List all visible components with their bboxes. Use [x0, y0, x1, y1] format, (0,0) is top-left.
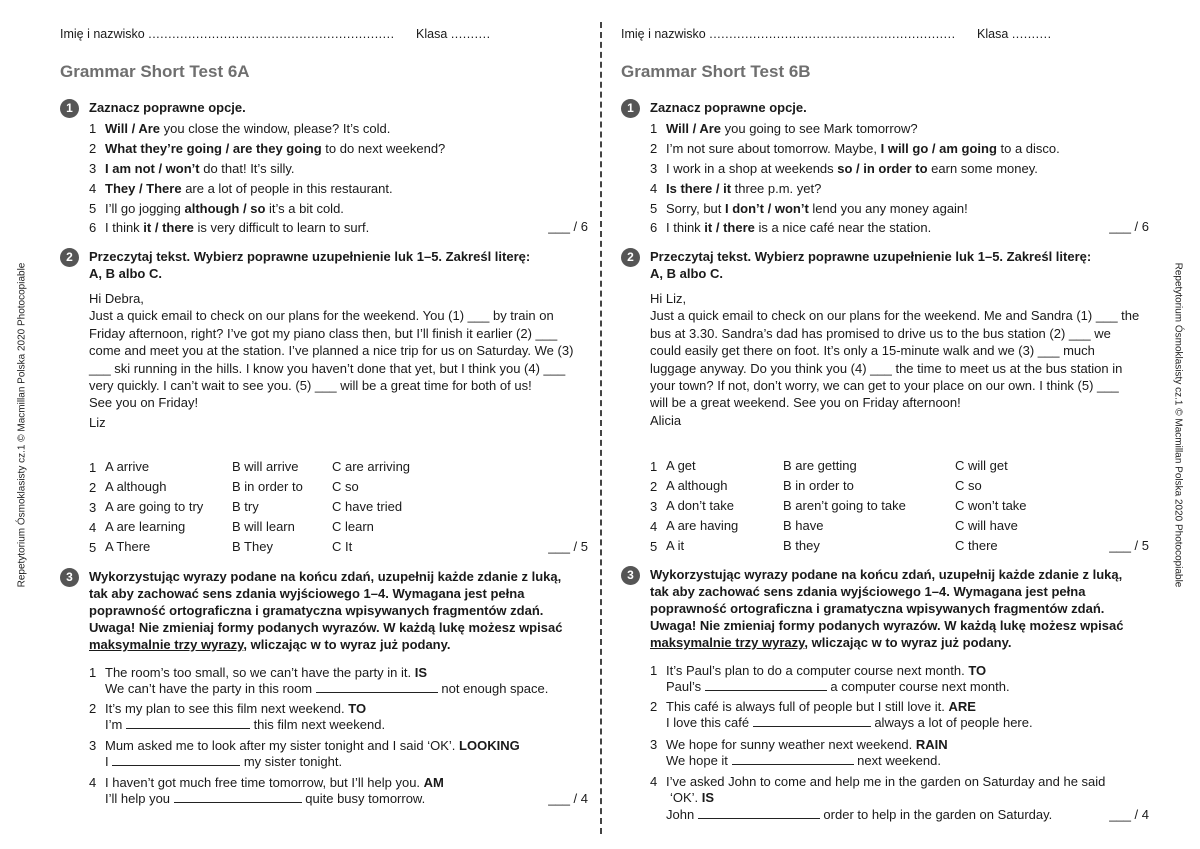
- ex1-item[interactable]: 3 I work in a shop at weekends so / in order to earn some money.: [650, 161, 1038, 176]
- exercise-number-3: 3: [621, 566, 640, 585]
- ex1-item[interactable]: 2 What they’re going / are they going to do next weekend?: [89, 141, 446, 156]
- transformation-item: 2 It’s my plan to see this film next weekend. TO: [89, 701, 367, 716]
- option-c[interactable]: C will get: [955, 458, 1008, 473]
- option-a[interactable]: A arrive: [105, 459, 150, 474]
- exercise-number-1: 1: [60, 99, 79, 118]
- copyright-side-left: Repetytorium Ósmoklasisty cz.1 © Macmillan Polska 2020 Photocopiable: [16, 262, 28, 588]
- options-row-num: 4: [650, 519, 658, 534]
- score-field[interactable]: ___ / 4: [548, 791, 588, 806]
- email-body: Just a quick email to check on our plans for the weekend. Me and Sandra (1) ___ the bus at 3.30. Sandra’s dad has promised to drive us to the bus station (2) ___ we could easily get there on foot. It’s only a 15-minute walk and we (3) ___ much luggage anyway. Do you think you (4) ___ the time to meet us at the bus station in your town? If not, don’t worry, we can get to your place on our own. I think (5) ___ will be a great weekend. See you on Friday afternoon!: [650, 308, 1140, 411]
- email-greeting: Hi Debra,: [89, 291, 144, 306]
- exercise-2-instruction: Przeczytaj tekst. Wybierz poprawne uzupełnienie luk 1–5. Zakreśl literę: A, B albo C.: [89, 249, 531, 281]
- score-field[interactable]: ___ / 5: [548, 539, 588, 554]
- options-row-num: 3: [650, 499, 658, 514]
- option-c[interactable]: C will have: [955, 518, 1018, 533]
- exercise-1-instruction: Zaznacz poprawne opcje.: [650, 100, 807, 115]
- name-field[interactable]: ..............................................................: [709, 27, 956, 41]
- option-c[interactable]: C are arriving: [332, 459, 411, 474]
- option-b[interactable]: B they: [783, 538, 820, 553]
- answer-blank[interactable]: [698, 807, 820, 819]
- option-c[interactable]: C so: [332, 479, 359, 494]
- test-title: Grammar Short Test 6B: [621, 62, 811, 81]
- email-signature: Alicia: [650, 412, 682, 428]
- score-field[interactable]: ___ / 6: [548, 219, 588, 234]
- ex1-item[interactable]: 1 Will / Are you going to see Mark tomorrow?: [650, 121, 918, 136]
- option-a[interactable]: A get: [666, 458, 696, 473]
- answer-blank[interactable]: [316, 681, 438, 693]
- ex1-item[interactable]: 6 I think it / there is a nice café near the station.: [650, 220, 932, 235]
- transformation-item: 4 I’ve asked John to come and help me in the garden on Saturday and he said: [650, 774, 1106, 789]
- exercise-number-2: 2: [60, 248, 79, 267]
- score-field[interactable]: ___ / 5: [1109, 538, 1149, 553]
- option-b[interactable]: B in order to: [783, 478, 854, 493]
- transformation-item: 4 I haven’t got much free time tomorrow, but I’ll help you. AM: [89, 775, 444, 790]
- option-a[interactable]: A are having: [666, 518, 739, 533]
- option-c[interactable]: C so: [955, 478, 982, 493]
- option-c[interactable]: C won’t take: [955, 498, 1027, 513]
- options-row-num: 5: [89, 540, 97, 555]
- email-text: [650, 290, 1140, 429]
- answer-blank[interactable]: [112, 754, 240, 766]
- ex1-item[interactable]: 1 Will / Are you close the window, please? It’s cold.: [89, 121, 391, 136]
- ex1-item[interactable]: 5 Sorry, but I don’t / won’t lend you any money again!: [650, 201, 968, 216]
- exercise-number-1: 1: [621, 99, 640, 118]
- transformation-gap-line: John order to help in the garden on Saturday.: [666, 807, 1053, 822]
- transformation-gap-line: I’m this film next weekend.: [105, 717, 386, 732]
- transformation-gap-line: I love this café always a lot of people here.: [666, 715, 1033, 730]
- option-b[interactable]: B have: [783, 518, 824, 533]
- class-label: Klasa: [416, 27, 448, 41]
- email-signature: Liz: [89, 414, 106, 430]
- email-body: Just a quick email to check on our plans for the weekend. You (1) ___ by train on Friday afternoon, right? I’ve got my piano class then, but I’ll finish it earlier (2) ___ come and meet you at the station. I’ve planned a nice trip for us on Saturday. We (3) ___ ski running in the hills. I know you haven’t done that yet, but I think you (4) ___ very quickly. I can’t wait to see you. (5) ___ will be a great time for both of us!: [89, 308, 574, 394]
- options-row-num: 2: [650, 479, 658, 494]
- transformation-item: 3 Mum asked me to look after my sister tonight and I said ‘OK’. LOOKING: [89, 738, 520, 753]
- option-c[interactable]: C learn: [332, 519, 374, 534]
- options-row-num: 1: [89, 460, 97, 475]
- email-signoff: See you on Friday!: [89, 395, 199, 411]
- option-a[interactable]: A don’t take: [666, 498, 734, 513]
- exercise-number-2: 2: [621, 248, 640, 267]
- ex1-item[interactable]: 2 I’m not sure about tomorrow. Maybe, I will go / am going to a disco.: [650, 141, 1060, 156]
- student-header: [60, 27, 491, 41]
- option-a[interactable]: A although: [105, 479, 167, 494]
- option-a[interactable]: A are going to try: [105, 499, 204, 514]
- student-header: [621, 27, 1052, 41]
- name-field[interactable]: ..............................................................: [148, 27, 395, 41]
- transformation-gap-line: We hope it next weekend.: [666, 753, 941, 768]
- email-text: [89, 290, 579, 431]
- options-row-num: 4: [89, 520, 97, 535]
- transformation-gap-line: Paul’s a computer course next month.: [666, 679, 1010, 694]
- answer-blank[interactable]: [753, 715, 871, 727]
- transformation-item: 2 This café is always full of people but I still love it. ARE: [650, 699, 976, 714]
- ex1-item[interactable]: 6 I think it / there is very difficult to learn to surf.: [89, 220, 370, 235]
- test-a: [60, 0, 588, 849]
- score-field[interactable]: ___ / 4: [1109, 807, 1149, 822]
- transformation-item: 3 We hope for sunny weather next weekend. RAIN: [650, 737, 948, 752]
- transformation-item: 1 It’s Paul’s plan to do a computer course next month. TO: [650, 663, 987, 678]
- ex1-item[interactable]: 4 They / There are a lot of people in this restaurant.: [89, 181, 393, 196]
- option-c[interactable]: C have tried: [332, 499, 403, 514]
- answer-blank[interactable]: [174, 791, 302, 803]
- test-b: [621, 0, 1149, 849]
- class-label: Klasa: [977, 27, 1009, 41]
- options-row-num: 2: [89, 480, 97, 495]
- name-label: Imię i nazwisko: [60, 27, 145, 41]
- transformation-gap-line: We can’t have the party in this room not enough space.: [105, 681, 549, 696]
- transformation-item: 1 The room’s too small, so we can’t have the party in it. IS: [89, 665, 428, 680]
- cut-line: [600, 22, 602, 834]
- option-a[interactable]: A although: [666, 478, 728, 493]
- ex1-item[interactable]: 5 I’ll go jogging although / so it’s a bit cold.: [89, 201, 344, 216]
- option-b[interactable]: B They: [232, 539, 273, 554]
- exercise-number-3: 3: [60, 568, 79, 587]
- test-title: Grammar Short Test 6A: [60, 62, 250, 81]
- exercise-1-instruction: Zaznacz poprawne opcje.: [89, 100, 246, 115]
- transformation-gap-line: I my sister tonight.: [105, 754, 343, 769]
- option-b[interactable]: B aren’t going to take: [783, 498, 906, 513]
- option-b[interactable]: B will learn: [232, 519, 295, 534]
- email-greeting: Hi Liz,: [650, 291, 687, 306]
- copyright-side-right: Repetytorium Ósmoklasisty cz.1 © Macmillan Polska 2020 Photocopiable: [1172, 262, 1184, 588]
- transformation-gap-line: I’ll help you quite busy tomorrow.: [105, 791, 426, 806]
- answer-blank[interactable]: [126, 717, 250, 729]
- ex1-item[interactable]: 4 Is there / it three p.m. yet?: [650, 181, 822, 196]
- option-a[interactable]: A it: [666, 538, 685, 553]
- ex1-item[interactable]: 3 I am not / won’t do that! It’s silly.: [89, 161, 295, 176]
- name-label: Imię i nazwisko: [621, 27, 706, 41]
- transformation-item-cont: ‘OK’. IS: [670, 790, 715, 805]
- answer-blank[interactable]: [732, 753, 854, 765]
- option-a[interactable]: A There: [105, 539, 151, 554]
- option-b[interactable]: B are getting: [783, 458, 857, 473]
- option-c[interactable]: C It: [332, 539, 353, 554]
- exercise-3-instruction: Wykorzystując wyrazy podane na końcu zdań, uzupełnij każde zdanie z luką, tak aby zachować sens zdania wyjściowego 1–4. Wymagana jest pełna poprawność ortograficzna i gramatyczna wpisywanych fragmentów zdań. Uwaga! Nie zmieniaj formy podanych wyrazów. W każdą lukę możesz wpisać maksymalnie trzy wyrazy, wliczając w to wyraz już podany.: [650, 567, 1124, 650]
- option-b[interactable]: B try: [232, 499, 259, 514]
- options-row-num: 3: [89, 500, 97, 515]
- options-row-num: 1: [650, 459, 658, 474]
- option-a[interactable]: A are learning: [105, 519, 186, 534]
- answer-blank[interactable]: [705, 679, 827, 691]
- options-row-num: 5: [650, 539, 658, 554]
- exercise-3-instruction: Wykorzystując wyrazy podane na końcu zdań, uzupełnij każde zdanie z luką, tak aby zachować sens zdania wyjściowego 1–4. Wymagana jest pełna poprawność ortograficzna i gramatyczna wpisywanych fragmentów zdań. Uwaga! Nie zmieniaj formy podanych wyrazów. W każdą lukę możesz wpisać maksymalnie trzy wyrazy, wliczając w to wyraz już podany.: [89, 569, 563, 652]
- option-b[interactable]: B will arrive: [232, 459, 299, 474]
- class-field[interactable]: ..........: [1011, 27, 1052, 41]
- option-b[interactable]: B in order to: [232, 479, 303, 494]
- score-field[interactable]: ___ / 6: [1109, 219, 1149, 234]
- exercise-2-instruction: Przeczytaj tekst. Wybierz poprawne uzupełnienie luk 1–5. Zakreśl literę: A, B albo C.: [650, 249, 1092, 281]
- option-c[interactable]: C there: [955, 538, 998, 553]
- class-field[interactable]: ..........: [450, 27, 491, 41]
